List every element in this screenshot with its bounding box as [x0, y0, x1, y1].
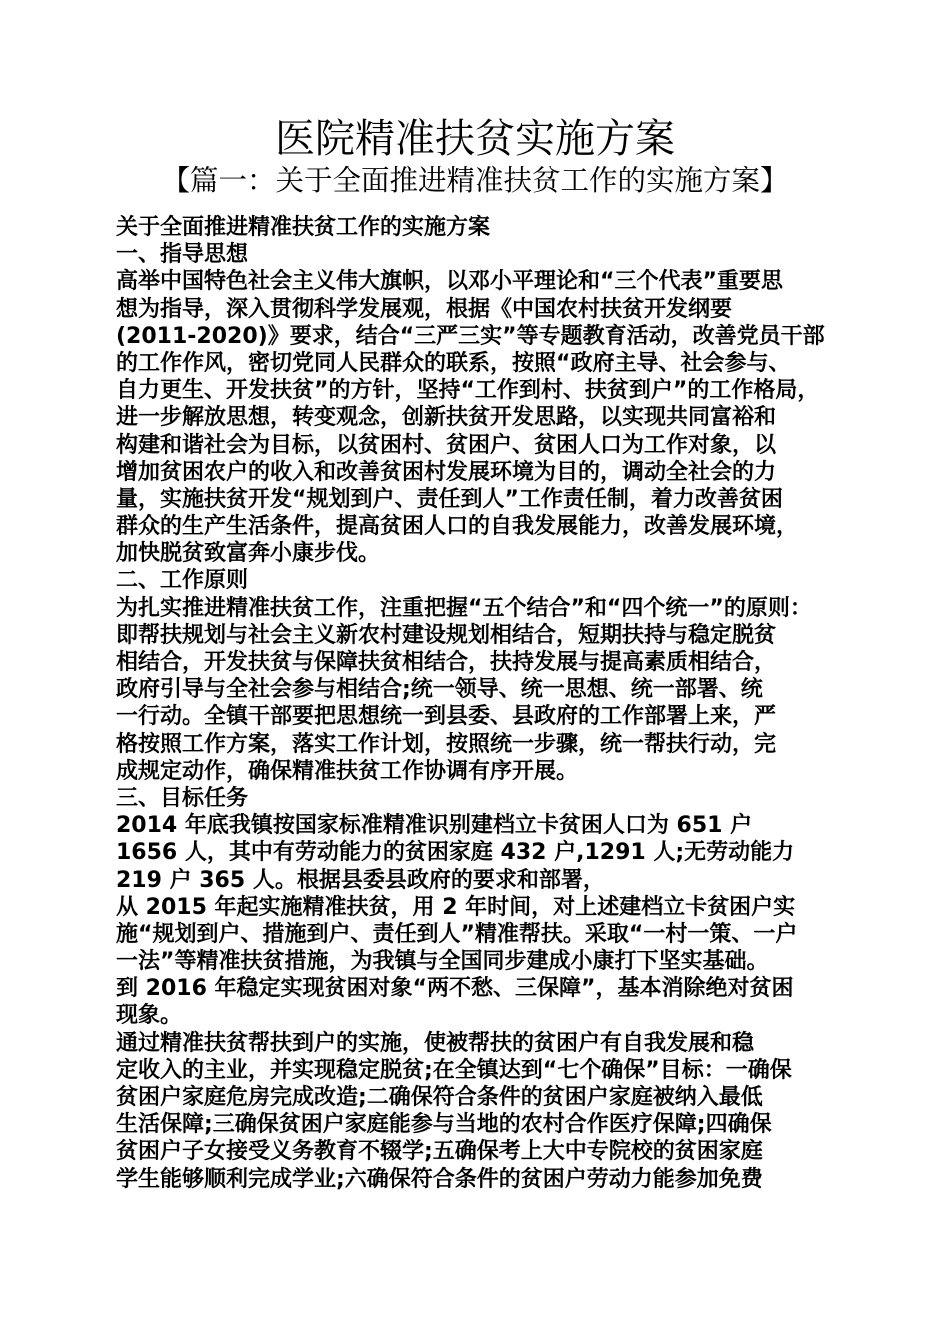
text-line: 即帮扶规划与社会主义新农村建设规划相结合，短期扶持与稳定脱贫	[116, 622, 777, 648]
text-line: 贫困户子女接受义务教育不辍学;五确保考上大中专院校的贫困家庭	[116, 1139, 763, 1165]
page-title: 医院精准扶贫实施方案	[275, 116, 675, 162]
text-line: 成规定动作，确保精准扶贫工作协调有序开展。	[116, 758, 579, 784]
text-line: 一法”等精准扶贫措施，为我镇与全国同步建成小康打下坚实基础。	[116, 949, 769, 975]
text-line: 生活保障;三确保贫困户家庭能参与当地的农村合作医疗保障;四确保	[116, 1112, 772, 1138]
text-line: 219 户 365 人。根据县委县政府的要求和部署，	[116, 867, 605, 893]
text-line: 一、指导思想	[116, 242, 249, 268]
text-line: 从 2015 年起实施精准扶贫，用 2 年时间，对上述建档立卡贫困户实	[116, 894, 796, 920]
text-line: 进一步解放思想，转变观念，创新扶贫开发思路，以实现共同富裕和	[116, 405, 777, 431]
text-line: 二、工作原则	[116, 568, 249, 594]
text-line: 为扎实推进精准扶贫工作，注重把握“五个结合”和“四个统一”的原则：	[116, 595, 812, 621]
text-line: 政府引导与全社会参与相结合;统一领导、统一思想、统一部署、统	[116, 677, 763, 703]
text-line: 加快脱贫致富奔小康步伐。	[116, 541, 381, 567]
text-line: 格按照工作方案，落实工作计划，按照统一步骤，统一帮扶行动，完	[116, 731, 777, 757]
text-line: 增加贫困农户的收入和改善贫困村发展环境为目的，调动全社会的力	[116, 459, 777, 485]
text-line: 高举中国特色社会主义伟大旗帜，以邓小平理论和“三个代表”重要思	[116, 269, 783, 295]
text-line: 的工作作风，密切党同人民群众的联系，按照“政府主导、社会参与、	[116, 350, 791, 376]
text-line: 构建和谐社会为目标，以贫困村、贫困户、贫困人口为工作对象，以	[116, 432, 777, 458]
text-line: 自力更生、开发扶贫”的方针，坚持“工作到村、扶贫到户”的工作格局，	[116, 378, 820, 404]
text-line: 群众的生产生活条件，提高贫困人口的自我发展能力，改善发展环境，	[116, 514, 799, 540]
text-line: 相结合，开发扶贫与保障扶贫相结合，扶持发展与提高素质相结合，	[116, 650, 777, 675]
text-line: 关于全面推进精准扶贫工作的实施方案	[116, 215, 491, 240]
text-line: 一行动。全镇干部要把思想统一到县委、县政府的工作部署上来，严	[116, 704, 777, 730]
text-line: (2011-2020)》要求，结合“三严三实”等专题教育活动，改善党员干部	[116, 323, 825, 349]
text-line: 到 2016 年稳定实现贫困对象“两不愁、三保障”，基本消除绝对贫困	[116, 976, 794, 1002]
text-line: 通过精准扶贫帮扶到户的实施，使被帮扶的贫困户有自我发展和稳	[116, 1030, 755, 1056]
text-line: 学生能够顺利完成学业;六确保符合条件的贫困户劳动力能参加免费	[116, 1166, 763, 1192]
text-line: 想为指导，深入贯彻科学发展观，根据《中国农村扶贫开发纲要	[116, 296, 733, 322]
text-line: 三、目标任务	[116, 785, 249, 811]
page-subtitle: 【篇一：关于全面推进精准扶贫工作的实施方案】	[161, 164, 789, 197]
text-line: 现象。	[116, 1003, 183, 1029]
document-body	[116, 214, 846, 1193]
text-line: 定收入的主业，并实现稳定脱贫;在全镇达到“七个确保”目标：一确保	[116, 1057, 792, 1083]
text-line: 1656 人，其中有劳动能力的贫困家庭 432 户,1291 人;无劳动能力	[116, 840, 795, 866]
text-line: 施“规划到户、措施到户、责任到人”精准帮扶。采取“一村一策、一户	[116, 921, 798, 947]
text-line: 量，实施扶贫开发“规划到户、责任到人”工作责任制，着力改善贫困	[116, 486, 783, 512]
text-line: 贫困户家庭危房完成改造;二确保符合条件的贫困户家庭被纳入最低	[116, 1085, 763, 1110]
text-line: 2014 年底我镇按国家标准精准识别建档立卡贫困人口为 651 户	[116, 813, 753, 839]
